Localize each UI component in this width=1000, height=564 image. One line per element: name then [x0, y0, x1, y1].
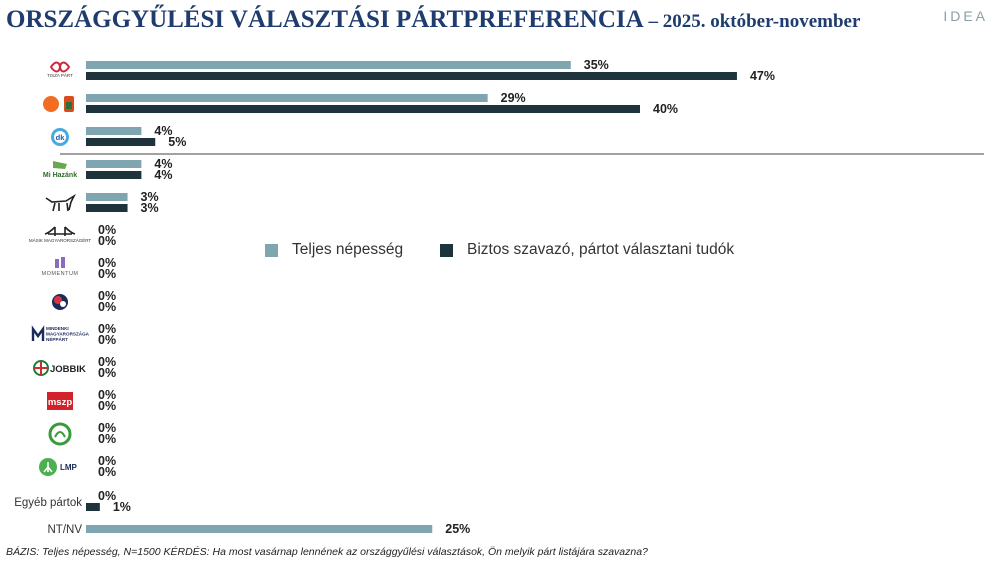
- bar-series1: [86, 127, 141, 135]
- legend-item-series2: [440, 241, 734, 259]
- data-label-series2: 0%: [98, 300, 117, 314]
- kdnp-logo-detail: [66, 102, 72, 109]
- data-label-series2: 0%: [98, 333, 117, 347]
- bridge-logo: [45, 227, 75, 236]
- data-label-series1: 0%: [98, 355, 117, 369]
- data-label-series1: 0%: [98, 388, 117, 402]
- momentum-logo-bar: [61, 257, 65, 268]
- category-label: Egyéb pártok: [14, 497, 82, 509]
- data-label-series1: 0%: [98, 289, 117, 303]
- legend-swatch-series2: [440, 244, 453, 257]
- category-label: MÁSIK MAGYARORSZÁGÉRT: [28, 238, 92, 243]
- data-label-series2: 47%: [749, 69, 775, 83]
- party-round-logo-dot: [60, 301, 66, 307]
- legend-swatch-series1: [265, 244, 278, 257]
- title-subtitle: – 2025. október-november: [643, 11, 861, 32]
- data-label-series1: 4%: [154, 157, 173, 171]
- idea-logo: IDEA: [943, 8, 988, 24]
- legend-label-series2: Biztos szavazó, pártot választani tudók: [467, 241, 735, 258]
- data-label-series2: 0%: [98, 399, 117, 413]
- bar-series1: [86, 525, 432, 533]
- category-label: mszp: [47, 397, 73, 408]
- green-party-logo: [50, 424, 70, 444]
- bar-series2: [86, 138, 155, 146]
- data-label-series2: 0%: [98, 234, 117, 248]
- bar-series1: [86, 94, 488, 102]
- momentum-logo: [55, 259, 59, 268]
- data-label-series1: 0%: [98, 454, 117, 468]
- category-label: MAGYARORSZÁGA: [46, 331, 89, 337]
- dk-logo-text: dk: [55, 133, 65, 142]
- legend-label-series1: Teljes népesség: [292, 241, 404, 258]
- data-label-series1: 0%: [98, 223, 117, 237]
- category-label: NÉPPÁRT: [46, 337, 68, 342]
- data-label-series2: 0%: [98, 465, 117, 479]
- data-label-series2: 0%: [98, 267, 117, 281]
- data-label-series1: 4%: [154, 124, 173, 138]
- category-label: NT/NV: [47, 524, 82, 536]
- data-label-series2: 0%: [98, 366, 117, 380]
- title-main: ORSZÁGGYŰLÉSI VÁLASZTÁSI PÁRTPREFERENCIA: [6, 6, 644, 33]
- data-label-series2: 1%: [112, 500, 131, 514]
- data-label-series1: 0%: [98, 421, 117, 435]
- category-label: LMP: [60, 463, 77, 472]
- bar-series2: [86, 204, 128, 212]
- data-label-series2: 40%: [653, 102, 679, 116]
- bar-series1: [86, 160, 141, 168]
- bar-series2: [86, 171, 141, 179]
- category-label: MINDENKI: [46, 326, 69, 331]
- category-label: Mi Hazánk: [42, 172, 78, 179]
- legend-item-series1: [265, 241, 403, 259]
- data-label-series1: 0%: [98, 256, 117, 270]
- data-label-series2: 3%: [140, 201, 159, 215]
- bar-series1: [86, 193, 128, 201]
- bar-series2: [86, 503, 100, 511]
- mmn-logo: [33, 329, 43, 341]
- mkkp-dog-logo: [46, 196, 74, 211]
- data-label-series1: 25%: [445, 522, 471, 536]
- data-label-series1: 0%: [98, 322, 117, 336]
- data-label-series1: 0%: [98, 489, 117, 503]
- category-label: TISZA PÁRT: [47, 73, 73, 78]
- tisza-logo: [51, 63, 69, 72]
- data-label-series1: 35%: [583, 58, 609, 72]
- bar-series2: [86, 72, 737, 80]
- data-label-series2: 5%: [168, 135, 187, 149]
- bar-series2: [86, 105, 640, 113]
- data-label-series2: 0%: [98, 432, 117, 446]
- category-label: MOMENTUM: [41, 271, 79, 277]
- category-label: JOBBIK: [50, 364, 86, 375]
- data-label-series2: 4%: [154, 168, 173, 182]
- fidesz-logo: [43, 96, 59, 112]
- data-label-series1: 29%: [500, 91, 526, 105]
- mi-hazank-logo: [53, 161, 67, 169]
- footnote: BÁZIS: Teljes népesség, N=1500 KÉRDÉS: Ha most vasárnap lennének az országgyűlési választások, Ön melyik párt listájára szavazna?: [6, 546, 648, 558]
- bar-series1: [86, 61, 571, 69]
- data-label-series1: 3%: [140, 190, 159, 204]
